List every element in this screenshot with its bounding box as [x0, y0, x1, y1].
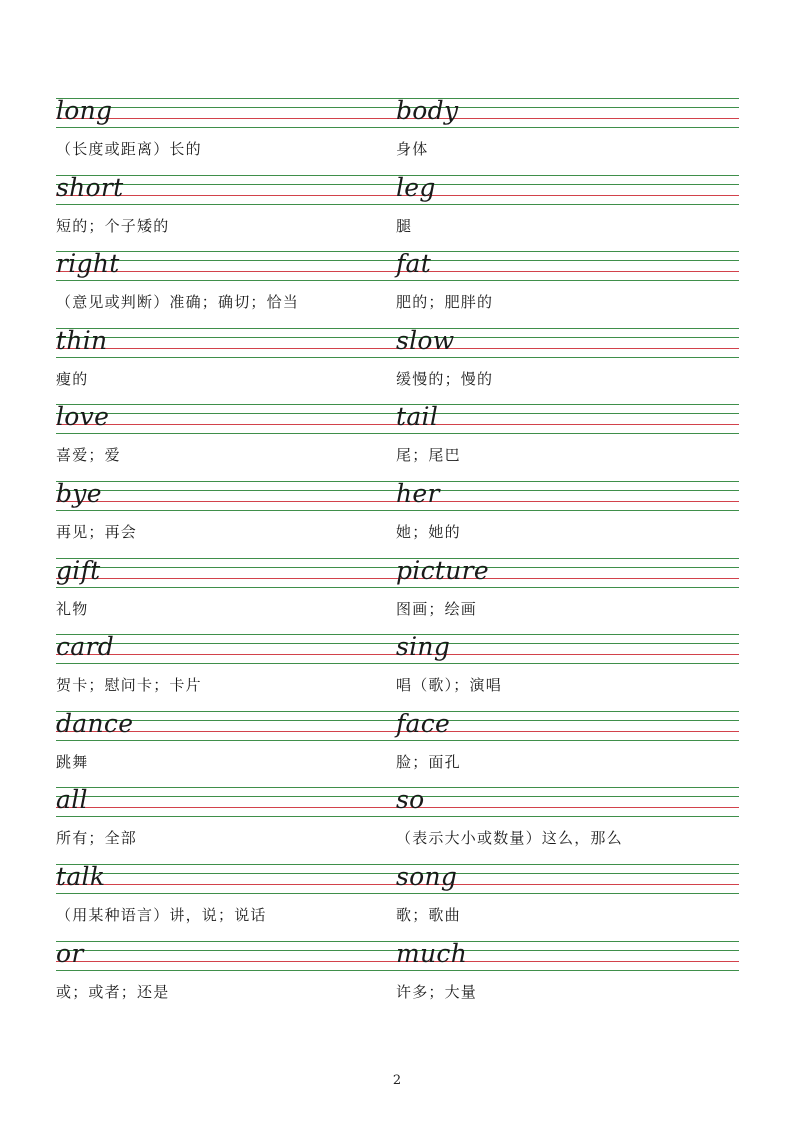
- handwriting-guide-lines: [396, 173, 739, 211]
- chinese-meaning: 她；她的: [396, 522, 461, 541]
- guide-line: [396, 787, 739, 788]
- chinese-meaning: 或；或者；还是: [56, 982, 170, 1001]
- guide-line: [56, 787, 396, 788]
- english-word: dance: [56, 708, 134, 738]
- vocabulary-entry: [396, 479, 739, 556]
- chinese-meaning: 喜爱；爱: [56, 446, 121, 465]
- vocabulary-entry: [396, 785, 739, 862]
- guide-line: [56, 950, 396, 951]
- guide-line: [56, 893, 396, 894]
- vocabulary-row: [56, 709, 739, 786]
- chinese-meaning: 身体: [396, 140, 429, 158]
- guide-line: [56, 740, 396, 741]
- guide-line: [396, 195, 739, 196]
- vocabulary-entry: [56, 556, 396, 633]
- vocabulary-row: [56, 632, 739, 709]
- chinese-meaning: 贺卡；慰问卡；卡片: [56, 676, 202, 695]
- vocabulary-row: [56, 556, 739, 633]
- english-word: face: [396, 708, 451, 738]
- english-word: slow: [396, 325, 455, 355]
- guide-line: [56, 864, 396, 865]
- guide-line: [396, 280, 739, 281]
- vocabulary-entry: [396, 709, 739, 786]
- guide-line: [396, 204, 739, 205]
- english-word: bye: [56, 478, 102, 508]
- chinese-meaning: 跳舞: [56, 752, 89, 771]
- chinese-meaning: 肥的；肥胖的: [396, 293, 494, 312]
- english-word: card: [56, 632, 115, 662]
- english-word: sing: [396, 632, 451, 662]
- chinese-meaning: 图画；绘画: [396, 599, 478, 618]
- guide-line: [56, 587, 396, 588]
- guide-line: [396, 424, 739, 425]
- vocabulary-entry: [396, 402, 739, 479]
- chinese-meaning: （长度或距离）长的: [56, 140, 202, 158]
- chinese-meaning: 所有；全部: [56, 829, 138, 848]
- chinese-meaning: 尾；尾巴: [396, 446, 461, 465]
- english-word: picture: [396, 555, 489, 585]
- guide-line: [56, 204, 396, 205]
- vocabulary-list: [56, 96, 739, 1015]
- guide-line: [396, 490, 739, 491]
- guide-line: [396, 260, 739, 261]
- guide-line: [396, 816, 739, 817]
- english-word: her: [396, 478, 440, 508]
- english-word: short: [56, 172, 124, 202]
- vocabulary-entry: [56, 939, 396, 1016]
- chinese-meaning: 脸；面孔: [396, 752, 461, 771]
- vocabulary-row: [56, 96, 739, 173]
- guide-line: [56, 280, 396, 281]
- vocabulary-entry: [396, 96, 739, 173]
- vocabulary-entry: [396, 249, 739, 326]
- chinese-meaning: （用某种语言）讲，说；说话: [56, 905, 267, 924]
- handwriting-guide-lines: [56, 939, 396, 977]
- vocabulary-row: [56, 402, 739, 479]
- guide-line: [396, 481, 739, 482]
- english-word: song: [396, 861, 458, 891]
- vocabulary-entry: [396, 939, 739, 1016]
- guide-line: [396, 893, 739, 894]
- guide-line: [56, 884, 396, 885]
- vocabulary-entry: [396, 556, 739, 633]
- guide-line: [56, 796, 396, 797]
- english-word: talk: [56, 861, 106, 891]
- vocabulary-entry: [56, 96, 396, 173]
- guide-line: [56, 807, 396, 808]
- handwriting-guide-lines: [396, 402, 739, 440]
- vocabulary-entry: [396, 326, 739, 403]
- vocabulary-entry: [56, 173, 396, 250]
- vocabulary-entry: [56, 709, 396, 786]
- english-word: so: [396, 785, 425, 815]
- vocabulary-entry: [396, 632, 739, 709]
- guide-line: [396, 127, 739, 128]
- vocabulary-entry: [56, 249, 396, 326]
- vocabulary-entry: [396, 862, 739, 939]
- guide-line: [56, 501, 396, 502]
- chinese-meaning: 缓慢的；慢的: [396, 369, 494, 388]
- page-number: 2: [392, 1073, 402, 1088]
- vocabulary-entry: [56, 862, 396, 939]
- chinese-meaning: 短的；个子矮的: [56, 216, 170, 235]
- guide-line: [396, 587, 739, 588]
- vocabulary-row: [56, 479, 739, 556]
- english-word: love: [56, 402, 110, 432]
- guide-line: [396, 357, 739, 358]
- vocabulary-entry: [56, 402, 396, 479]
- guide-line: [56, 970, 396, 971]
- guide-line: [396, 740, 739, 741]
- handwriting-guide-lines: [396, 785, 739, 823]
- vocabulary-row: [56, 785, 739, 862]
- guide-line: [396, 413, 739, 414]
- guide-line: [56, 873, 396, 874]
- guide-line: [396, 501, 739, 502]
- guide-line: [56, 941, 396, 942]
- english-word: fat: [396, 249, 432, 279]
- guide-line: [56, 127, 396, 128]
- handwriting-guide-lines: [56, 479, 396, 517]
- handwriting-guide-lines: [56, 862, 396, 900]
- vocabulary-entry: [56, 785, 396, 862]
- handwriting-guide-lines: [396, 479, 739, 517]
- chinese-meaning: 腿: [396, 216, 413, 235]
- english-word: tail: [396, 402, 439, 432]
- english-word: body: [396, 96, 459, 125]
- guide-line: [396, 663, 739, 664]
- vocabulary-entry: [396, 173, 739, 250]
- guide-line: [56, 558, 396, 559]
- vocabulary-entry: [56, 632, 396, 709]
- guide-line: [396, 271, 739, 272]
- english-word: long: [56, 96, 113, 125]
- guide-line: [396, 404, 739, 405]
- guide-line: [56, 567, 396, 568]
- english-word: or: [56, 938, 84, 968]
- guide-line: [396, 433, 739, 434]
- vocabulary-row: [56, 326, 739, 403]
- guide-line: [396, 184, 739, 185]
- guide-line: [396, 251, 739, 252]
- vocabulary-row: [56, 173, 739, 250]
- english-word: right: [56, 249, 120, 279]
- chinese-meaning: 唱（歌）；演唱: [396, 676, 502, 695]
- handwriting-guide-lines: [396, 249, 739, 287]
- english-word: thin: [56, 325, 108, 355]
- chinese-meaning: 瘦的: [56, 369, 89, 388]
- vocabulary-row: [56, 939, 739, 1016]
- guide-line: [56, 510, 396, 511]
- english-word: leg: [396, 172, 436, 202]
- chinese-meaning: 歌；歌曲: [396, 905, 461, 924]
- english-word: gift: [56, 555, 101, 585]
- guide-line: [56, 663, 396, 664]
- guide-line: [56, 433, 396, 434]
- vocabulary-row: [56, 862, 739, 939]
- handwriting-guide-lines: [56, 556, 396, 594]
- english-word: much: [396, 938, 468, 968]
- vocabulary-row: [56, 249, 739, 326]
- guide-line: [396, 970, 739, 971]
- guide-line: [396, 175, 739, 176]
- chinese-meaning: 礼物: [56, 599, 89, 618]
- vocabulary-entry: [56, 479, 396, 556]
- guide-line: [396, 807, 739, 808]
- guide-line: [396, 796, 739, 797]
- chinese-meaning: 许多；大量: [396, 982, 478, 1001]
- chinese-meaning: （意见或判断）准确；确切；恰当: [56, 293, 300, 312]
- english-word: all: [56, 785, 88, 815]
- guide-line: [56, 481, 396, 482]
- vocabulary-entry: [56, 326, 396, 403]
- guide-line: [56, 578, 396, 579]
- guide-line: [396, 510, 739, 511]
- guide-line: [56, 816, 396, 817]
- guide-line: [56, 357, 396, 358]
- chinese-meaning: 再见；再会: [56, 522, 138, 541]
- guide-line: [56, 961, 396, 962]
- chinese-meaning: （表示大小或数量）这么，那么: [396, 829, 623, 848]
- handwriting-guide-lines: [56, 785, 396, 823]
- guide-line: [56, 490, 396, 491]
